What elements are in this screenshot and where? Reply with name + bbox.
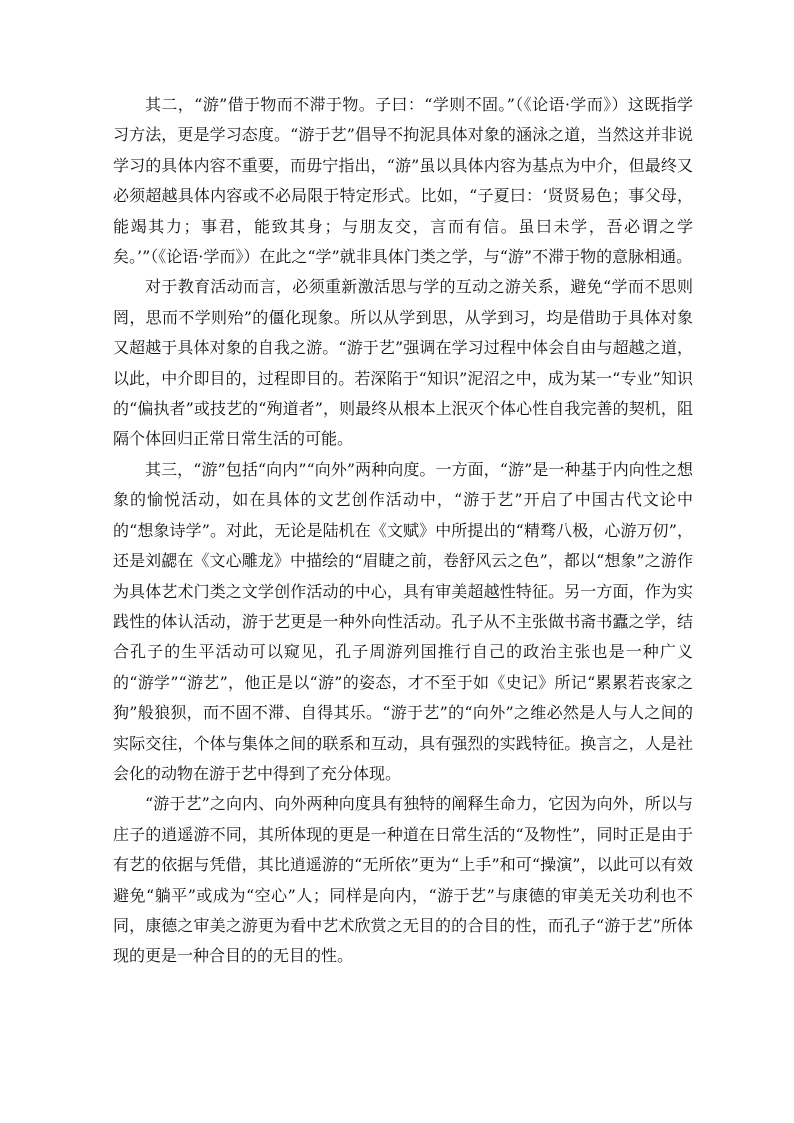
paragraph-1: 其二，“游”借于物而不滞于物。子曰：“学则不固。”（《论语·学而》）这既指学习方法，更是学习态度。“游于艺”倡导不拘泥具体对象的涵泳之道，当然这并非说学习的具体内容不重要，而毋宁指出，“游”虽以具体内容为基点为中介，但最终又必须超越具体内容或不必局限于特定形式。比如，“子夏曰：‘贤贤易色；事父母，能竭其力；事君，能致其身；与朋友交，言而有信。虽曰未学，吾必谓之学矣。’”（《论语·学而》）在此之“学”就非具体门类之学，与“游”不滞于物的意脉相通。 <box>113 95 693 267</box>
article-body <box>113 90 693 972</box>
paragraph-4: “游于艺”之向内、向外两种向度具有独特的阐释生命力，它因为向外，所以与庄子的逍遥游不同，其所体现的更是一种道在日常生活的“及物性”，同时正是由于有艺的依据与凭借，其比逍遥游的“无所依”更为“上手”和可“操演”，以此可以有效避免“躺平”或成为“空心”人；同样是向内，“游于艺”与康德的审美无关功利也不同，康德之审美之游更为看中艺术欣赏之无目的的合目的性，而孔子“游于艺”所体现的更是一种合目的的无目的性。 <box>113 794 693 966</box>
paragraph-2: 对于教育活动而言，必须重新激活思与学的互动之游关系，避免“学而不思则罔，思而不学则殆”的僵化现象。所以从学到思，从学到习，均是借助于具体对象又超越于具体对象的自我之游。“游于艺”强调在学习过程中体会自由与超越之道，以此，中介即目的，过程即目的。若深陷于“知识”泥沼之中，成为某一“专业”知识的“偏执者”或技艺的“殉道者”，则最终从根本上泯灭个体心性自我完善的契机，阻隔个体回归正常日常生活的可能。 <box>113 277 693 449</box>
paragraph-3: 其三，“游”包括“向内”“向外”两种向度。一方面，“游”是一种基于内向性之想象的愉悦活动，如在具体的文艺创作活动中，“游于艺”开启了中国古代文论中的“想象诗学”。对此，无论是陆机在《文赋》中所提出的“精骛八极，心游万仞”，还是刘勰在《文心雕龙》中描绘的“眉睫之前，卷舒风云之色”，都以“想象”之游作为具体艺术门类之文学创作活动的中心，具有审美超越性特征。另一方面，作为实践性的体认活动，游于艺更是一种外向性活动。孔子从不主张做书斋书蠹之学，结合孔子的生平活动可以窥见，孔子周游列国推行自己的政治主张也是一种广义的“游学”“游艺”，他正是以“游”的姿态，才不至于如《史记》所记“累累若丧家之狗”般狼狈，而不固不滞、自得其乐。“游于艺”的“向外”之维必然是人与人之间的实际交往，个体与集体之间的联系和互动，具有强烈的实践特征。换言之，人是社会化的动物在游于艺中得到了充分体现。 <box>113 459 693 783</box>
